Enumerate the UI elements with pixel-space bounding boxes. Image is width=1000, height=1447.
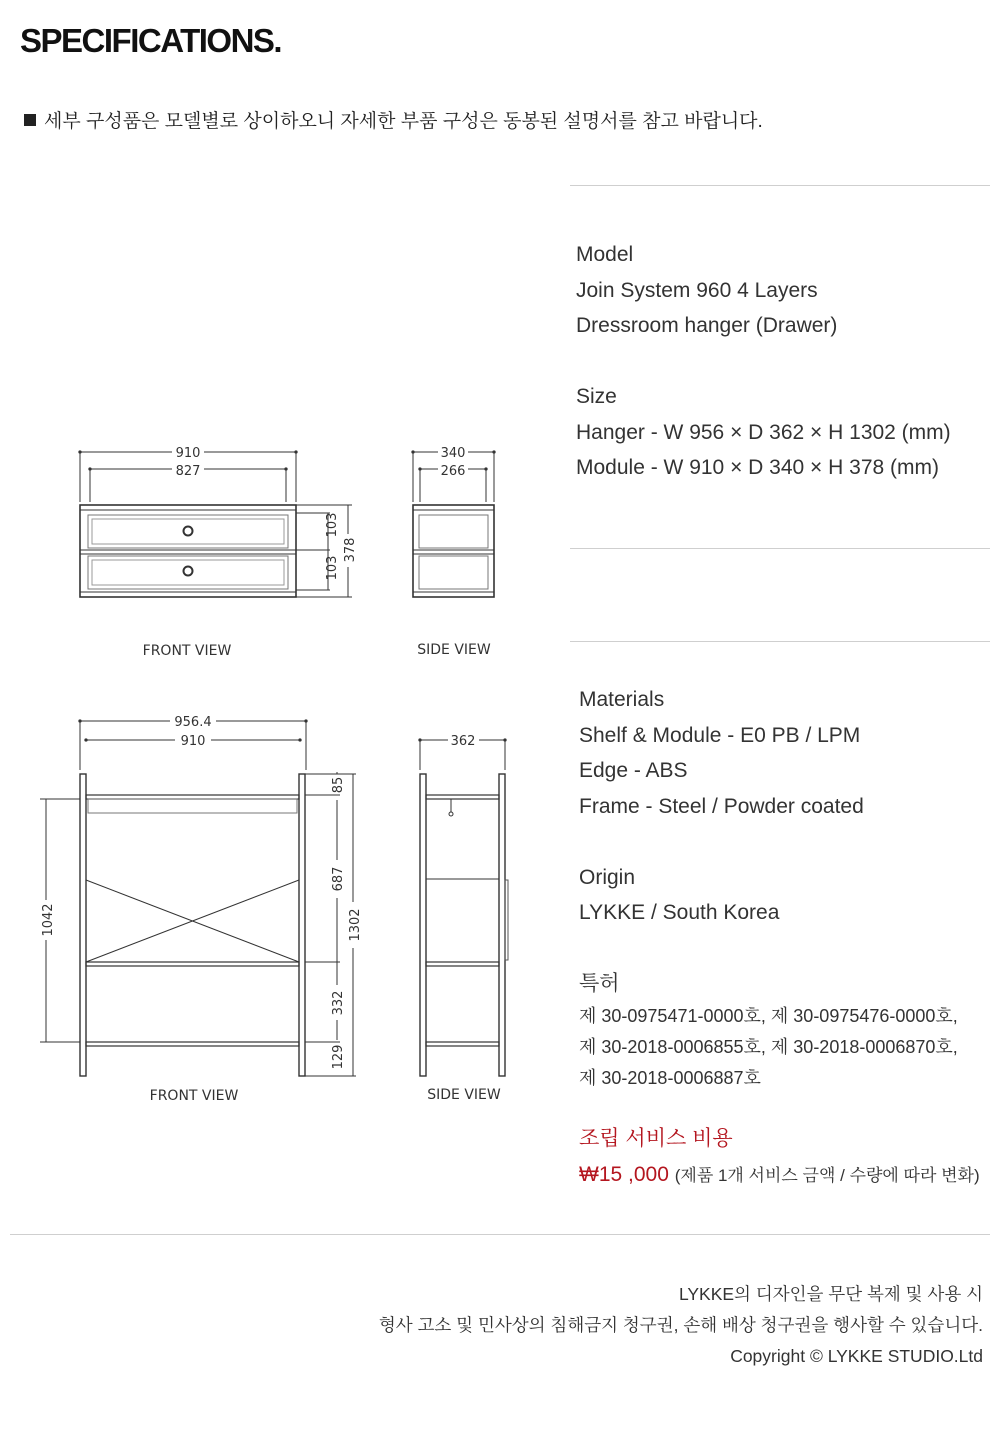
dim-266: 266: [440, 464, 466, 479]
model-line: Dressroom hanger (Drawer): [576, 314, 838, 337]
size-module: Module - W 910 × D 340 × H 378 (mm): [576, 456, 939, 479]
patent-line: 제 30-2018-0006855호, 제 30-2018-0006870호,: [579, 1037, 958, 1057]
dim-910: 910: [175, 446, 201, 461]
dim-827: 827: [175, 464, 201, 479]
service-heading: 조립 서비스 비용: [579, 1127, 733, 1150]
dim-129: 129: [331, 1044, 346, 1070]
patent-list: [579, 1001, 958, 1094]
material-item: Edge - ABS: [579, 759, 688, 782]
material-item: Frame - Steel / Powder coated: [579, 794, 864, 818]
divider: [570, 185, 990, 186]
label-module-side-view: SIDE VIEW: [417, 642, 491, 658]
assembly-service: [579, 1121, 980, 1193]
page-title: SPECIFICATIONS.: [20, 22, 282, 59]
footer-line: LYKKE의 디자인을 무단 복제 및 사용 시: [678, 1284, 983, 1304]
origin-heading: Origin: [579, 865, 636, 889]
material-item: Shelf & Module - E0 PB / LPM: [579, 723, 861, 747]
notice: [24, 106, 763, 133]
patent-heading: 특허: [579, 972, 620, 995]
size-hanger: Hanger - W 956 × D 362 × H 1302 (mm): [576, 420, 951, 444]
service-price-row: [579, 1157, 980, 1194]
divider: [10, 1234, 990, 1235]
square-bullet-icon: [24, 114, 36, 126]
dim-103-top: 103: [325, 512, 340, 538]
patent-line: 제 30-0975471-0000호, 제 30-0975476-0000호,: [579, 1006, 958, 1026]
divider: [570, 641, 990, 642]
copyright: Copyright © LYKKE STUDIO.Ltd: [730, 1346, 983, 1366]
hanger-side-view: [420, 740, 508, 1076]
origin-value: LYKKE / South Korea: [579, 901, 780, 924]
divider: [570, 548, 990, 549]
dim-956-4: 956.4: [174, 715, 212, 730]
module-front-view: [80, 452, 352, 597]
technical-drawings: [0, 430, 560, 1110]
notice-text: 세부 구성품은 모델별로 상이하오니 자세한 부품 구성은 동봉된 설명서를 참고 바랍니다.: [44, 111, 763, 132]
label-module-front-view: FRONT VIEW: [142, 643, 232, 659]
model-line: Join System 960 4 Layers: [576, 278, 818, 302]
dim-1302: 1302: [348, 908, 363, 942]
patent-line: 제 30-2018-0006887호: [579, 1068, 761, 1088]
hanger-front-view: [40, 721, 356, 1076]
dim-1042: 1042: [41, 903, 56, 937]
materials-heading: Materials: [579, 688, 665, 711]
label-hanger-side-view: SIDE VIEW: [427, 1087, 501, 1103]
size-heading: Size: [576, 385, 617, 408]
dim-332: 332: [331, 990, 346, 1016]
dim-85: 85: [331, 776, 346, 794]
model-heading: Model: [576, 243, 634, 266]
dim-362: 362: [450, 734, 476, 749]
service-price: ₩15 ,000: [579, 1162, 669, 1186]
spec-materials: [579, 682, 864, 1002]
dim-910b: 910: [180, 734, 206, 749]
service-note: (제품 1개 서비스 금액 / 수량에 따라 변화): [674, 1165, 980, 1185]
spec-model-size: [576, 237, 951, 486]
footer-line: 형사 고소 및 민사상의 침해금지 청구권, 손해 배상 청구권을 행사할 수 있습니다.: [378, 1315, 983, 1335]
dim-340: 340: [440, 446, 466, 461]
dim-378: 378: [343, 537, 358, 563]
label-hanger-front-view: FRONT VIEW: [149, 1088, 239, 1104]
dim-687: 687: [331, 866, 346, 892]
footer: [379, 1279, 983, 1372]
dim-103-bottom: 103: [325, 555, 340, 581]
